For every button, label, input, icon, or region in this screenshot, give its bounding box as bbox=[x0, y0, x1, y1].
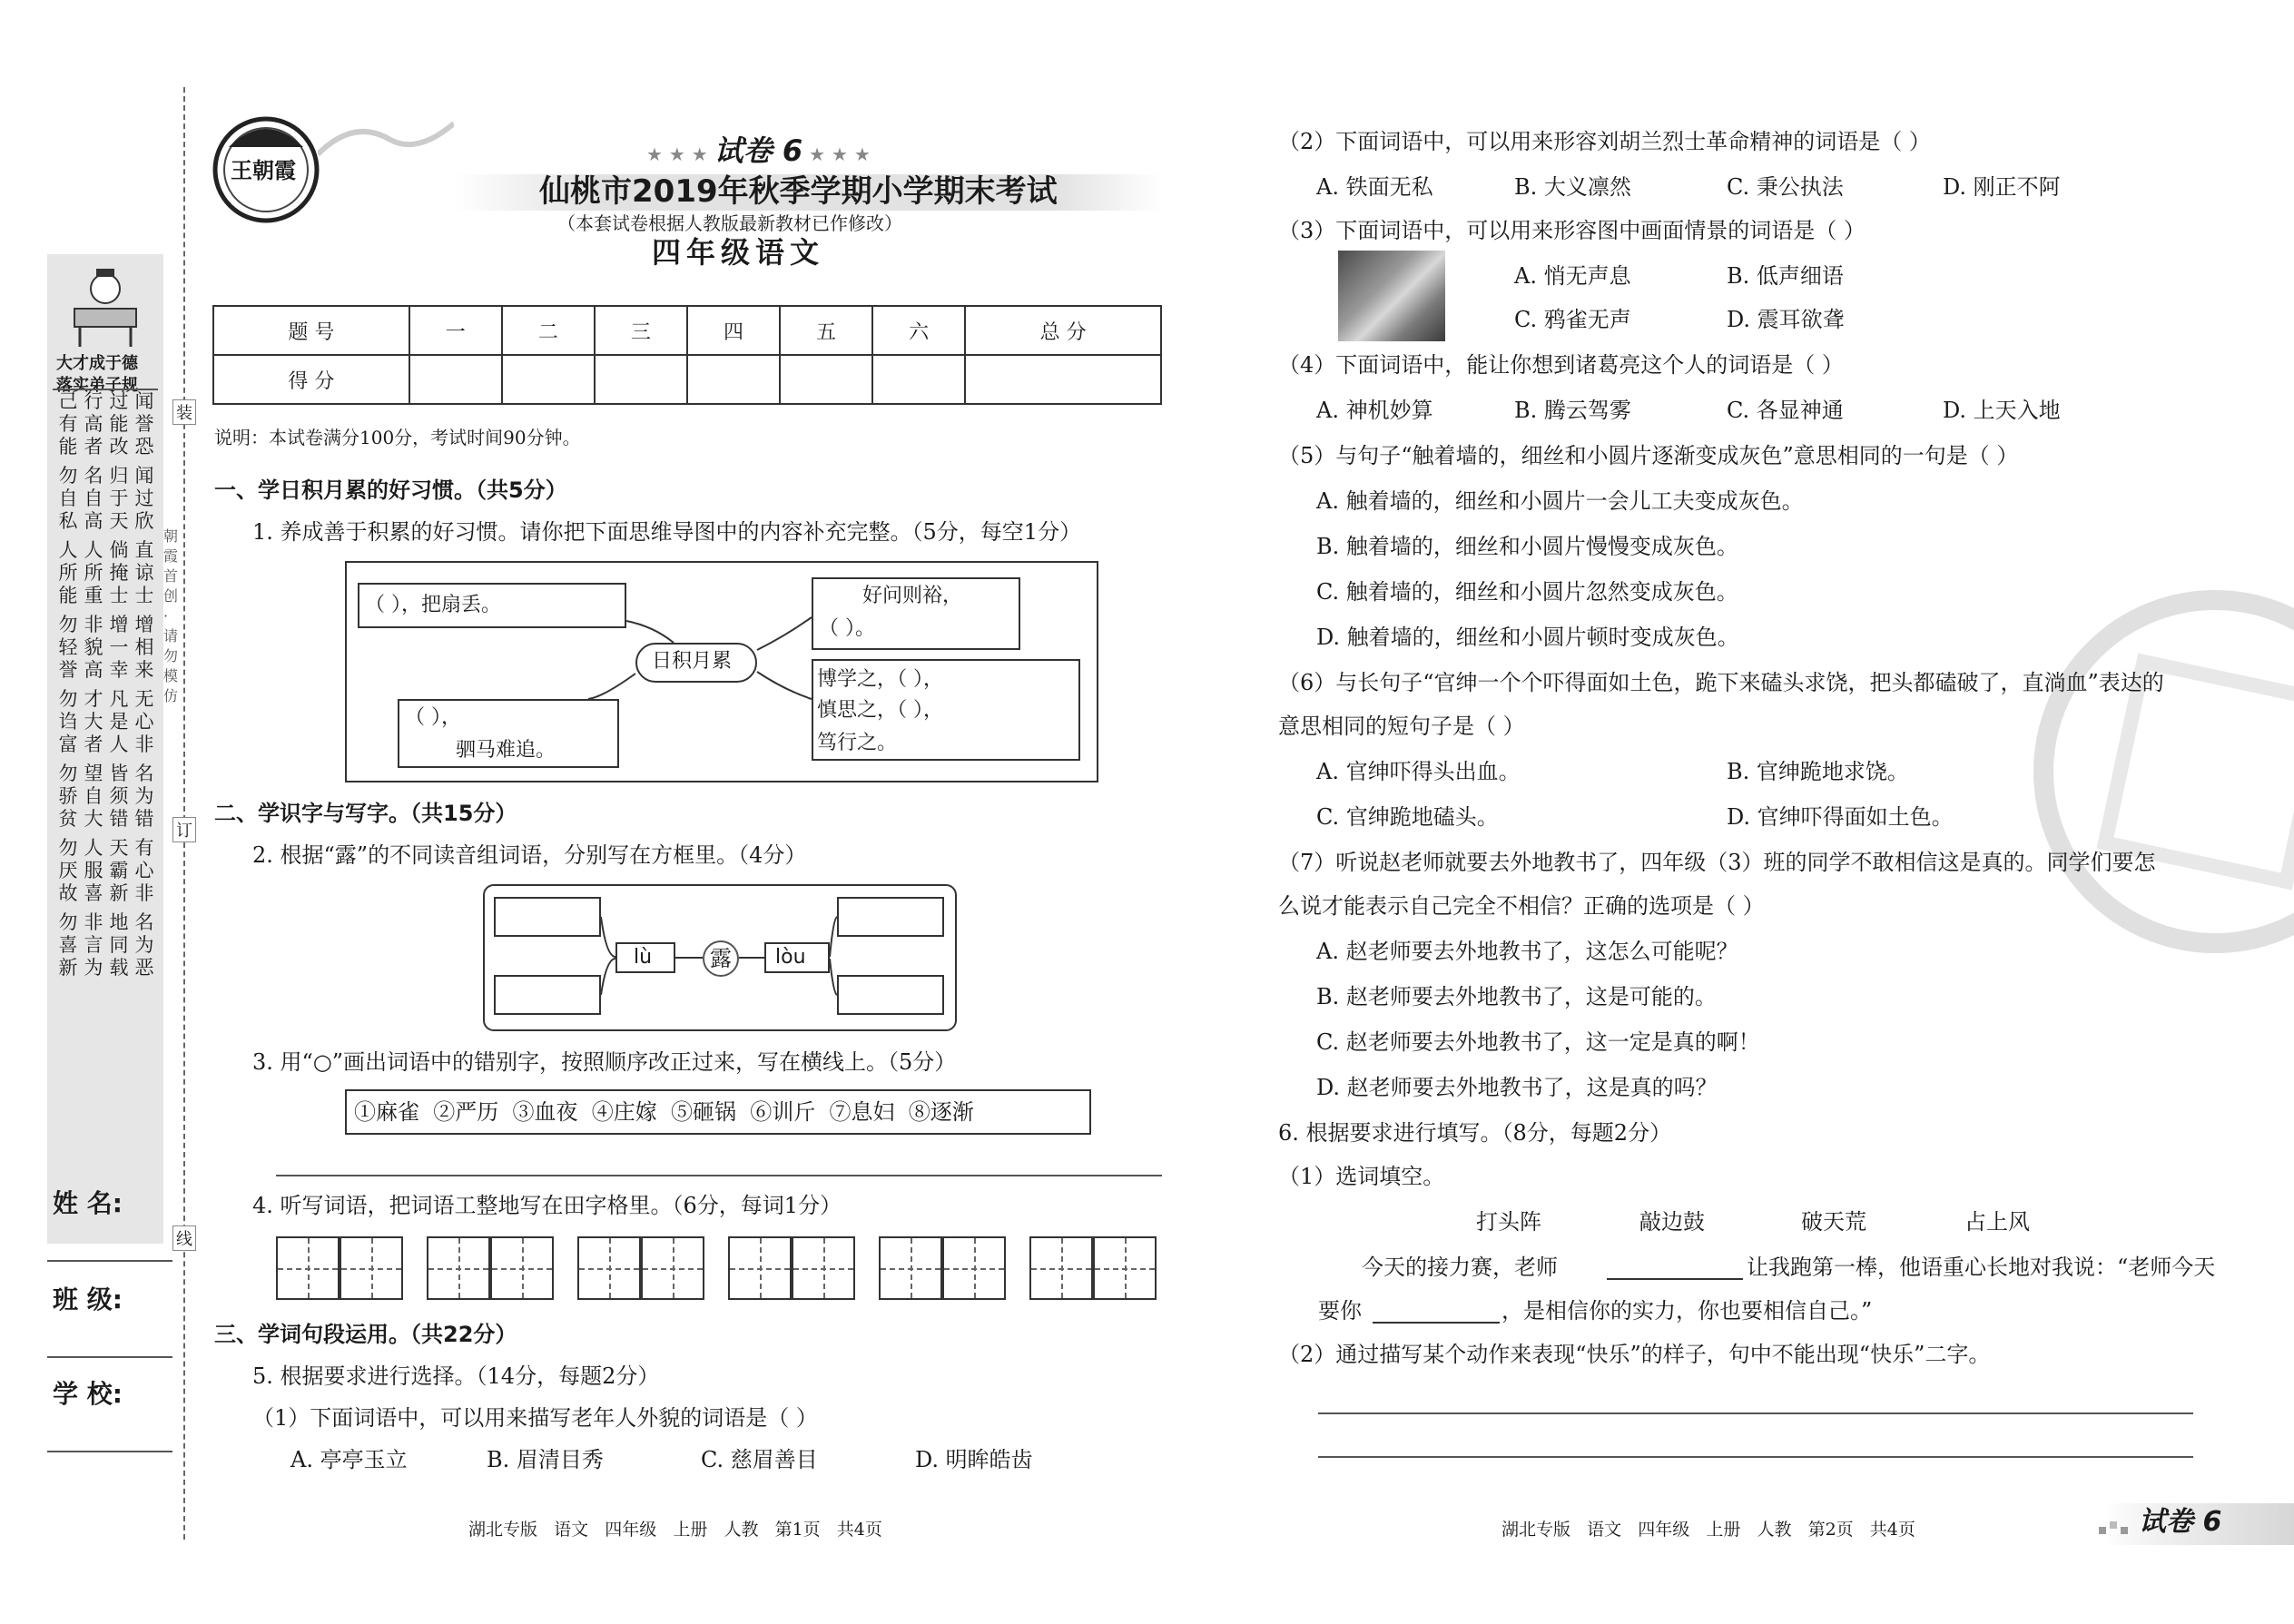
tianzige-cell[interactable] bbox=[276, 1236, 340, 1300]
seal-mark-1: 装 bbox=[172, 399, 196, 425]
score-cell: 题 号 bbox=[213, 306, 409, 355]
q6-sentence-1b: 让我跑第一棒，他语重心长地对我说：“老师今天 bbox=[1747, 1255, 2216, 1280]
q5-6-option-a[interactable]: A. 官绅吓得头出血。 bbox=[1316, 759, 1521, 784]
question-5-6-line1: （6）与长句子“官绅一个个吓得面如土色，跪下来磕头求饶，把头都磕破了，直淌血”表达的 bbox=[1278, 670, 2164, 695]
proverb-column: 行高者 bbox=[84, 390, 103, 458]
seal-mark-2: 订 bbox=[172, 817, 196, 842]
proverb-column: 人服喜 bbox=[84, 837, 103, 904]
q5-4-option-a[interactable]: A. 神机妙算 bbox=[1316, 398, 1433, 423]
proverb-column: 无心非 bbox=[134, 688, 154, 755]
sidebar-banner-line2: 落实弟子规 bbox=[56, 376, 138, 395]
tianzige-cell[interactable] bbox=[641, 1236, 704, 1300]
score-cell: 总 分 bbox=[965, 306, 1161, 355]
q5-1-option-c[interactable]: C. 慈眉善目 bbox=[701, 1447, 818, 1472]
mind-map-text-top-right-2: （ ）。 bbox=[819, 617, 875, 640]
vertical-note: 朝霞首创 · 请勿模仿 bbox=[163, 527, 179, 704]
proverb-column: 勿诌富 bbox=[58, 688, 78, 755]
q6-word-4: 占上风 bbox=[1964, 1209, 2030, 1235]
proverb-column: 地同载 bbox=[109, 911, 129, 979]
mind-map-text-bottom-right-1: 博学之，（ ）， bbox=[817, 668, 943, 691]
q6-2-answer-line-2[interactable] bbox=[1318, 1456, 2193, 1458]
proverb-column: 闻誉恐 bbox=[134, 390, 154, 458]
tianzige-cell[interactable] bbox=[427, 1236, 490, 1300]
exam-title: 仙桃市2019年秋季学期小学期末考试 bbox=[539, 173, 1058, 210]
tianzige-cell[interactable] bbox=[1029, 1236, 1093, 1300]
score-cell: 一 bbox=[409, 306, 502, 355]
q5-4-option-c[interactable]: C. 各显神通 bbox=[1727, 398, 1844, 423]
q5-2-option-d[interactable]: D. 刚正不阿 bbox=[1943, 174, 2061, 200]
q5-1-option-b[interactable]: B. 眉清目秀 bbox=[487, 1447, 604, 1472]
q5-4-option-b[interactable]: B. 腾云驾雾 bbox=[1514, 398, 1631, 423]
proverb-column: 人所能 bbox=[58, 539, 78, 606]
proverb-column: 才大者 bbox=[84, 688, 103, 755]
question-5: 5. 根据要求进行选择。（14分，每题2分） bbox=[252, 1363, 660, 1389]
question-4: 4. 听写词语，把词语工整地写在田字格里。（6分，每词1分） bbox=[252, 1193, 842, 1218]
q6-word-1: 打头阵 bbox=[1476, 1209, 1541, 1235]
q5-2-option-a[interactable]: A. 铁面无私 bbox=[1316, 174, 1433, 200]
score-cell: 得 分 bbox=[213, 355, 409, 404]
name-label: 姓 名: bbox=[53, 1188, 123, 1218]
q5-1-option-a[interactable]: A. 亭亭玉立 bbox=[290, 1447, 408, 1472]
question-5-6-line2: 意思相同的短句子是（ ） bbox=[1278, 714, 1525, 739]
proverb-column: 过能改 bbox=[109, 390, 129, 458]
tianzige-cell[interactable] bbox=[792, 1236, 855, 1300]
q5-3-option-d[interactable]: D. 震耳欲聋 bbox=[1727, 307, 1845, 332]
proverb-column: 勿骄贫 bbox=[58, 763, 78, 830]
mind-map-text-bottom-right-2: 慎思之，（ ）， bbox=[817, 699, 943, 722]
score-cell: 三 bbox=[595, 306, 687, 355]
proverb-column: 皆须错 bbox=[109, 763, 129, 830]
tianzige-guide-horizontal bbox=[492, 1268, 552, 1270]
proverb-column: 归于天 bbox=[109, 465, 129, 532]
proverb-column: 名自高 bbox=[84, 465, 103, 532]
question-1: 1. 养成善于积累的好习惯。请你把下面思维导图中的内容补充完整。（5分，每空1分） bbox=[252, 519, 1082, 545]
character-lu: 露 bbox=[710, 946, 732, 971]
q5-5-option-c[interactable]: C. 触着墙的，细丝和小圆片忽然变成灰色。 bbox=[1316, 579, 1738, 605]
question-3: 3. 用“○”画出词语中的错别字，按照顺序改正过来，写在横线上。（5分） bbox=[252, 1049, 957, 1075]
score-cell: 五 bbox=[780, 306, 872, 355]
q6-blank-1[interactable] bbox=[1607, 1278, 1743, 1280]
tianzige-cell[interactable] bbox=[942, 1236, 1006, 1300]
corner-tag-dots bbox=[2099, 1518, 2130, 1536]
stars-left: ★ ★ ★ bbox=[646, 143, 714, 165]
q5-6-option-c[interactable]: C. 官绅跪地磕头。 bbox=[1316, 804, 1499, 830]
tianzige-guide-horizontal bbox=[944, 1268, 1004, 1270]
q5-6-option-b[interactable]: B. 官绅跪地求饶。 bbox=[1727, 759, 1909, 784]
q5-3-option-b[interactable]: B. 低声细语 bbox=[1727, 263, 1844, 289]
question-5-5: （5）与句子“触着墙的，细丝和小圆片逐渐变成灰色”意思相同的一句是（ ） bbox=[1278, 443, 2019, 468]
q6-sentence-2b: ，是相信你的实力，你也要相信自己。” bbox=[1501, 1298, 1873, 1324]
tianzige-cell[interactable] bbox=[340, 1236, 403, 1300]
tianzige-guide-horizontal bbox=[341, 1268, 401, 1270]
tianzige-guide-horizontal bbox=[643, 1268, 703, 1270]
q5-3-option-c[interactable]: C. 鸦雀无声 bbox=[1514, 307, 1631, 332]
q5-2-option-b[interactable]: B. 大义凛然 bbox=[1514, 174, 1631, 200]
proverb-column: 勿轻誉 bbox=[58, 614, 78, 681]
logo-text: 王朝霞 bbox=[231, 158, 296, 183]
mind-map-text-bottom-right-3: 笃行之。 bbox=[817, 732, 898, 754]
q5-3-option-a[interactable]: A. 悄无声息 bbox=[1514, 263, 1631, 289]
tianzige-cell[interactable] bbox=[1093, 1236, 1157, 1300]
proverb-column: 勿自私 bbox=[58, 465, 78, 532]
score-cell: 四 bbox=[687, 306, 780, 355]
proverb-column: 己有能 bbox=[58, 390, 78, 458]
q5-5-option-d[interactable]: D. 触着墙的，细丝和小圆片顿时变成灰色。 bbox=[1316, 625, 1739, 650]
q5-4-option-d[interactable]: D. 上天入地 bbox=[1943, 398, 2061, 423]
tianzige-guide-horizontal bbox=[278, 1268, 338, 1270]
tianzige-guide-horizontal bbox=[1095, 1268, 1155, 1270]
section-2-heading: 二、学识字与写字。（共15分） bbox=[214, 801, 517, 826]
exam-note: 说明：本试卷满分100分，考试时间90分钟。 bbox=[214, 427, 581, 448]
q5-7-option-c[interactable]: C. 赵老师要去外地教书了，这一定是真的啊！ bbox=[1316, 1029, 1760, 1055]
footer-left: 湖北专版 语文 四年级 上册 人教 第1页 共4页 bbox=[468, 1520, 882, 1540]
mind-map-text-bottom-left-1: （ ）， bbox=[405, 706, 461, 729]
pinyin-lou: lòu bbox=[775, 946, 806, 969]
proverb-column: 增相来 bbox=[134, 614, 154, 681]
q6-blank-2[interactable] bbox=[1373, 1322, 1500, 1324]
school-label: 学 校: bbox=[53, 1379, 123, 1409]
tianzige-guide-horizontal bbox=[1031, 1268, 1091, 1270]
proverb-column: 勿喜新 bbox=[58, 911, 78, 979]
question-5-7-line1: （7）听说赵老师就要去外地教书了，四年级（3）班的同学不敢相信这是真的。同学们要怎 bbox=[1278, 850, 2156, 875]
tianzige-guide-horizontal bbox=[579, 1268, 639, 1270]
proverb-column: 倘掩士 bbox=[109, 539, 129, 606]
proverb-column: 非貌高 bbox=[84, 614, 103, 681]
proverb-column: 直谅士 bbox=[134, 539, 154, 606]
score-cell: 二 bbox=[502, 306, 595, 355]
q5-2-option-c[interactable]: C. 秉公执法 bbox=[1727, 174, 1844, 200]
question-5-7-line2: 么说才能表示自己完全不相信？正确的选项是（ ） bbox=[1278, 893, 1765, 919]
proverb-column: 名为恶 bbox=[134, 911, 154, 979]
q5-6-option-d[interactable]: D. 官绅吓得面如土色。 bbox=[1727, 804, 1954, 830]
proverb-column: 勿厌故 bbox=[58, 837, 78, 904]
tianzige-guide-horizontal bbox=[881, 1268, 940, 1270]
question-6: 6. 根据要求进行填写。（8分，每题2分） bbox=[1278, 1120, 1672, 1146]
tianzige-cell[interactable] bbox=[577, 1236, 641, 1300]
proverb-column: 非言为 bbox=[84, 911, 103, 979]
tianzige-guide-horizontal bbox=[730, 1268, 790, 1270]
q5-5-option-b[interactable]: B. 触着墙的，细丝和小圆片慢慢变成灰色。 bbox=[1316, 534, 1738, 559]
proverb-column: 名为错 bbox=[134, 763, 154, 830]
proverb-column: 有心非 bbox=[134, 837, 154, 904]
school-field[interactable] bbox=[47, 1451, 172, 1452]
series-label: 试卷 6 bbox=[714, 133, 803, 168]
sidebar-banner-line1: 大才成于德 bbox=[56, 354, 138, 373]
proverb-column: 人所重 bbox=[84, 539, 103, 606]
tianzige-guide-horizontal bbox=[428, 1268, 488, 1270]
question-6-1: （1）选词填空。 bbox=[1278, 1164, 1445, 1189]
q6-sentence-1a: 今天的接力赛，老师 bbox=[1362, 1255, 1558, 1280]
proverb-column: 望自大 bbox=[84, 763, 103, 830]
section-1-heading: 一、学日积月累的好习惯。（共5分） bbox=[214, 477, 567, 503]
exam-subtitle: （本套试卷根据人教版最新教材已作修改） bbox=[557, 212, 902, 234]
stars-right: ★ ★ ★ bbox=[802, 143, 871, 165]
question-2: 2. 根据“露”的不同读音组词语，分别写在方框里。（4分） bbox=[252, 842, 807, 868]
q6-sentence-2a: 要你 bbox=[1318, 1298, 1362, 1324]
seal-mark-3: 线 bbox=[172, 1225, 196, 1251]
question-5-3-photo bbox=[1338, 251, 1445, 341]
q5-7-option-a[interactable]: A. 赵老师要去外地教书了，这怎么可能呢？ bbox=[1316, 939, 1738, 964]
mind-map-text-top-left: （ ），把扇丢。 bbox=[365, 594, 501, 616]
grade-subject: 四年级语文 bbox=[652, 235, 825, 270]
corner-tag-label: 试卷 6 bbox=[2139, 1506, 2222, 1538]
section-3-heading: 三、学词句段运用。（共22分） bbox=[214, 1322, 517, 1347]
question-5-1: （1）下面词语中，可以用来描写老年人外貌的词语是（ ） bbox=[252, 1405, 818, 1431]
proverb-column: 增一幸 bbox=[109, 614, 129, 681]
score-cell: 六 bbox=[872, 306, 965, 355]
q6-word-3: 破天荒 bbox=[1801, 1209, 1866, 1235]
tianzige-cell[interactable] bbox=[490, 1236, 554, 1300]
proverb-column: 凡是人 bbox=[109, 688, 129, 755]
footer-right: 湖北专版 语文 四年级 上册 人教 第2页 共4页 bbox=[1501, 1520, 1915, 1540]
tianzige-cell[interactable] bbox=[728, 1236, 792, 1300]
q5-7-option-d[interactable]: D. 赵老师要去外地教书了，这是真的吗？ bbox=[1316, 1075, 1718, 1100]
proverb-column: 天霸新 bbox=[109, 837, 129, 904]
question-6-2: （2）通过描写某个动作来表现“快乐”的样子，句中不能出现“快乐”二字。 bbox=[1278, 1342, 1991, 1367]
proverb-column: 闻过欣 bbox=[134, 465, 154, 532]
q6-2-answer-line-1[interactable] bbox=[1318, 1412, 2193, 1414]
pinyin-lu: lù bbox=[634, 946, 653, 969]
tianzige-guide-horizontal bbox=[793, 1268, 853, 1270]
question-3-words: ①麻雀 ②严历 ③血夜 ④庄嫁 ⑤砸锅 ⑥训斤 ⑦息妇 ⑧逐渐 bbox=[354, 1099, 974, 1125]
q5-1-option-d[interactable]: D. 明眸皓齿 bbox=[915, 1447, 1033, 1472]
tianzige-cell[interactable] bbox=[879, 1236, 942, 1300]
mind-map-text-bottom-left-2: 驷马难追。 bbox=[456, 739, 556, 762]
mind-map-center-label: 日积月累 bbox=[652, 650, 733, 673]
question-5-2: （2）下面词语中，可以用来形容刘胡兰烈士革命精神的词语是（ ） bbox=[1278, 129, 1931, 154]
question-5-3: （3）下面词语中，可以用来形容图中画面情景的词语是（ ） bbox=[1278, 218, 1866, 243]
question-5-4: （4）下面词语中，能让你想到诸葛亮这个人的词语是（ ） bbox=[1278, 352, 1844, 378]
q6-word-2: 敲边鼓 bbox=[1639, 1209, 1705, 1235]
dictation-grids bbox=[0, 0, 1131, 1362]
q5-5-option-a[interactable]: A. 触着墙的，细丝和小圆片一会儿工夫变成灰色。 bbox=[1316, 488, 1804, 514]
mind-map-text-top-right-1: 好问则裕， bbox=[862, 585, 963, 607]
class-label: 班 级: bbox=[53, 1284, 123, 1314]
q5-7-option-b[interactable]: B. 赵老师要去外地教书了，这是可能的。 bbox=[1316, 984, 1717, 1009]
